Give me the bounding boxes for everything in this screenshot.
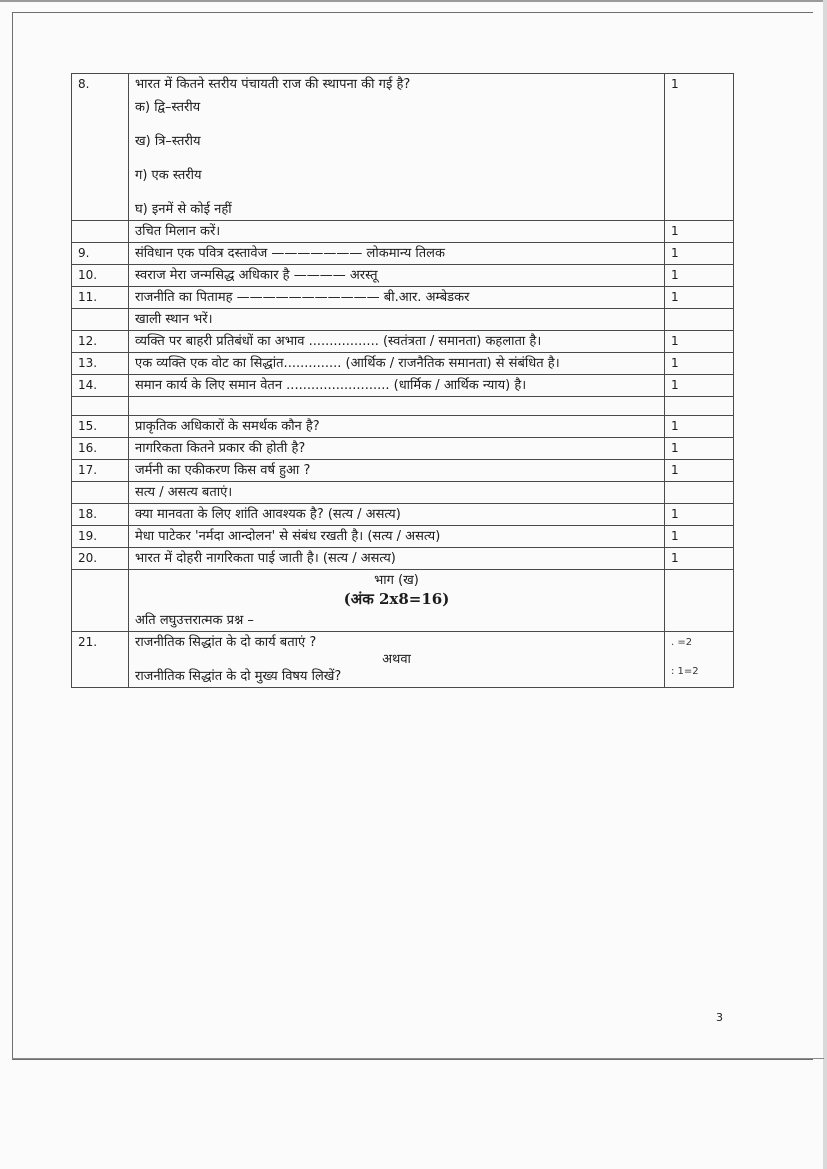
table-row	[72, 375, 734, 397]
section-instruction: अति लघुउत्तरात्मक प्रश्न –	[135, 613, 254, 628]
section-title: भाग (ख)	[374, 573, 419, 588]
question-number: 21.	[72, 632, 129, 688]
question-cell	[129, 265, 665, 287]
question-number	[72, 221, 129, 243]
question-cell	[129, 331, 665, 353]
question-text: भारत में कितने स्तरीय पंचायती राज की स्थापना की गई है?	[135, 77, 411, 92]
question-text: नागरिकता कितने प्रकार की होती है?	[135, 441, 306, 456]
question-cell	[129, 243, 665, 265]
question-cell	[129, 548, 665, 570]
table-row	[72, 265, 734, 287]
question-text: राजनीति का पितामह ——————————— बी.आर. अम्बेडकर	[135, 290, 470, 305]
table-row	[72, 353, 734, 375]
question-marks: 1	[665, 375, 734, 397]
question-marks: 1	[665, 265, 734, 287]
answer-option: घ) इनमें से कोई नहीं	[135, 202, 232, 217]
question-cell	[129, 526, 665, 548]
table-row	[72, 482, 734, 504]
question-number: 11.	[72, 287, 129, 309]
or-label: अथवा	[382, 652, 411, 667]
question-cell	[129, 375, 665, 397]
table-row	[72, 331, 734, 353]
table-row	[72, 221, 734, 243]
scan-edge-top	[0, 0, 827, 2]
table-row	[72, 504, 734, 526]
table-row	[72, 526, 734, 548]
question-marks	[665, 309, 734, 331]
question-text: मेधा पाटेकर 'नर्मदा आन्दोलन' से संबंध रखती है। (सत्य / असत्य)	[135, 529, 441, 544]
table-row	[72, 548, 734, 570]
question-text: सत्य / असत्य बताएं।	[135, 485, 233, 500]
page-number: 3	[716, 1011, 723, 1024]
question-marks: 1	[665, 460, 734, 482]
question-text: जर्मनी का एकीकरण किस वर्ष हुआ ?	[135, 463, 311, 478]
empty-cell	[665, 570, 734, 632]
question-marks: 1	[665, 526, 734, 548]
question-marks	[665, 397, 734, 416]
question-text: क्या मानवता के लिए शांति आवश्यक है? (सत्य / असत्य)	[135, 507, 401, 522]
question-number	[72, 309, 129, 331]
scan-edge-right	[823, 0, 827, 1169]
question-text: संविधान एक पवित्र दस्तावेज ——————— लोकमान्य तिलक	[135, 246, 445, 261]
section-b-cell	[129, 570, 665, 632]
question-marks: 1	[665, 416, 734, 438]
empty-cell	[72, 570, 129, 632]
question-marks: 1	[665, 221, 734, 243]
answer-option: ख) त्रि–स्तरीय	[135, 134, 201, 149]
question-text: स्वराज मेरा जन्मसिद्ध अधिकार है ———— अरस्तू	[135, 268, 378, 283]
question-marks: 1	[665, 331, 734, 353]
question-marks	[665, 482, 734, 504]
question-text: खाली स्थान भरें।	[135, 312, 213, 327]
question-text: प्राकृतिक अधिकारों के समर्थक कौन है?	[135, 419, 320, 434]
question-cell	[129, 416, 665, 438]
question-cell	[129, 460, 665, 482]
table-row	[72, 632, 734, 688]
alternate-question-text: राजनीतिक सिद्धांत के दो मुख्य विषय लिखें?	[135, 669, 342, 684]
question-marks: 1	[665, 438, 734, 460]
question-cell	[129, 438, 665, 460]
question-number: 9.	[72, 243, 129, 265]
marks-second: : 1=2	[671, 666, 699, 677]
question-text: भारत में दोहरी नागरिकता पाई जाती है। (सत्य / असत्य)	[135, 551, 396, 566]
table-row	[72, 287, 734, 309]
question-number: 13.	[72, 353, 129, 375]
question-marks: 1	[665, 287, 734, 309]
question-marks: 1	[665, 353, 734, 375]
question-number: 15.	[72, 416, 129, 438]
answer-option: क) द्वि–स्तरीय	[135, 100, 201, 115]
question-marks: 1	[665, 504, 734, 526]
section-b-header-row	[72, 570, 734, 632]
question-text: राजनीतिक सिद्धांत के दो कार्य बताएं ?	[135, 635, 317, 650]
question-cell	[129, 353, 665, 375]
table-row	[72, 74, 734, 221]
answer-option: ग) एक स्तरीय	[135, 168, 202, 183]
question-text: व्यक्ति पर बाहरी प्रतिबंधों का अभाव ................. (स्वतंत्रता / समानता) कहलाता है।	[135, 334, 542, 349]
question-cell	[129, 74, 665, 221]
question-table	[71, 73, 734, 688]
question-number: 18.	[72, 504, 129, 526]
table-row	[72, 309, 734, 331]
question-number: 8.	[72, 74, 129, 221]
section-marks: (अंक 2x8=16)	[343, 590, 450, 608]
table-row	[72, 397, 734, 416]
question-cell	[129, 482, 665, 504]
page-border-bottom	[12, 1058, 824, 1059]
question-marks-cell	[665, 632, 734, 688]
question-marks: 1	[665, 548, 734, 570]
table-row	[72, 243, 734, 265]
marks-first: . =2	[671, 637, 693, 648]
question-text: उचित मिलान करें।	[135, 224, 221, 239]
question-cell	[129, 397, 665, 416]
question-number: 17.	[72, 460, 129, 482]
question-number: 12.	[72, 331, 129, 353]
table-row	[72, 416, 734, 438]
table-row	[72, 460, 734, 482]
question-marks: 1	[665, 243, 734, 265]
question-number: 19.	[72, 526, 129, 548]
question-cell	[129, 632, 665, 688]
question-number	[72, 482, 129, 504]
question-text: एक व्यक्ति एक वोट का सिद्धांत.............. (आर्थिक / राजनैतिक समानता) से संबंधित है।	[135, 356, 560, 371]
question-text: समान कार्य के लिए समान वेतन ......................... (धार्मिक / आर्थिक न्याय) है।	[135, 378, 527, 393]
question-cell	[129, 309, 665, 331]
question-number: 14.	[72, 375, 129, 397]
question-number	[72, 397, 129, 416]
table-row	[72, 438, 734, 460]
question-cell	[129, 287, 665, 309]
question-cell	[129, 221, 665, 243]
question-number: 20.	[72, 548, 129, 570]
question-marks: 1	[665, 74, 734, 221]
question-cell	[129, 504, 665, 526]
question-number: 10.	[72, 265, 129, 287]
question-number: 16.	[72, 438, 129, 460]
